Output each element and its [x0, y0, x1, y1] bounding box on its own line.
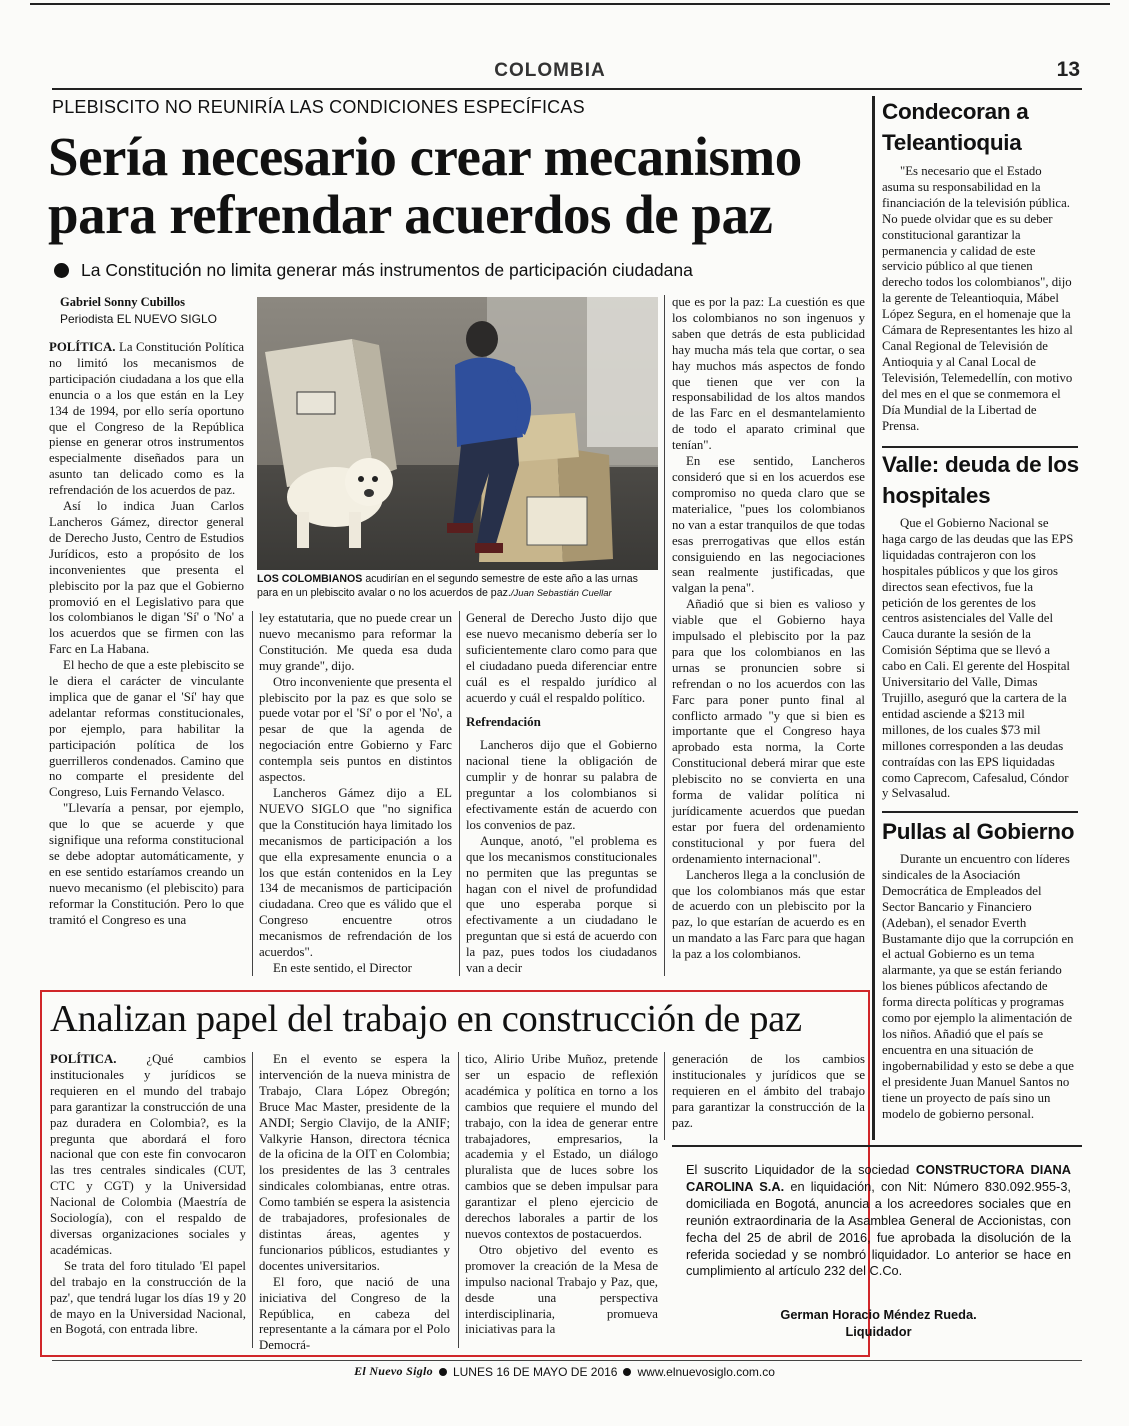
paragraph: Lancheros llega a la conclusión de que los colombianos más que estar de acuerdo con un plebiscito por la paz, lo que estarían de acuerdo es en un mandato a las Farc para que hagan la paz a los colombianos.	[672, 867, 865, 962]
signer-role: Liquidador	[845, 1324, 912, 1339]
paragraph: Lancheros Gámez dijo a EL NUEVO SIGLO que "no significa que la Constitución haya limitado los mecanismos de participación a los que ella expresamente enuncia o a los que están contenidos en la Ley 134 de mecanismos de participación ciudadana. Creo que es válido que el Congreso encuentre otros mecanismos de refrendación de los acuerdos".	[259, 785, 452, 960]
header-rule	[52, 88, 1082, 90]
byline-name: Gabriel Sonny Cubillos	[60, 295, 186, 309]
sidebar-headline-1: Condecoran a Teleantioquia	[882, 99, 1029, 155]
box-column-2	[259, 1052, 450, 1354]
box-column-3	[465, 1052, 658, 1338]
paragraph: Que el Gobierno Nacional se haga cargo de las deudas que las EPS liquidadas contrajeron con los hospitales públicos y que los giros directos sean efectivos, fue la petición de los gerentes de los centros asistenciales del Valle del Cauca durante la sesión de la Comisión Séptima que se llevó a cabo en Cali. El gerente del Hospital Universitario del Valle, Dimas Trujillo, aseguró que la cartera de la entidad asciende a $213 mil millones, de los cuales $73 mil millones corresponden a las deudas contraídas con las EPS liquidadas como Caprecom, Cafesalud, Cóndor y Selvasalud.	[882, 516, 1074, 801]
box-article-headline: Analizan papel del trabajo en construcción de paz	[50, 998, 802, 1040]
legal-notice	[686, 1162, 1071, 1280]
paragraph-text: ¿Qué cambios institucionales y jurídicos se requieren en el mundo del trabajo para garantizar la construcción de una paz duradera en Colombia?, es la pregunta que abordará el foro nacional que con este fin convocaron las tres centrales sindicales (CUT, CTC y CGT) y la Universidad Nacional de Colombia (Maestría de Sociología), con el respaldo de diversas organizaciones sociales y académicas.	[50, 1052, 246, 1257]
paragraph: Se trata del foro titulado 'El papel del trabajo en la construcción de la paz', que tendrá lugar los días 19 y 20 de mayo en la Universidad Nacional, en Bogotá, con entrada libre.	[50, 1258, 246, 1337]
sidebar-separator	[882, 446, 1078, 448]
paragraph-text: La Constitución Política no limitó los mecanismos de participación ciudadana a los que ella enuncia o a los que están en la Ley 134 de 1994, por ello sería oportuno que el Congreso de la República piense en generar otros instrumentos especialmente diseñados para un asunto tan delicado como es la refrendación de los acuerdos de paz.	[49, 340, 245, 498]
footer-url[interactable]: www.elnuevosiglo.com.co	[637, 1364, 775, 1379]
photo-caption	[257, 573, 658, 600]
sidebar-body-2	[882, 516, 1074, 802]
sidebar-headline-3: Pullas al Gobierno	[882, 819, 1075, 844]
paragraph: "Es necesario que el Estado asuma su responsabilidad en la financiación de la televisión pública. No puede olvidar que es su deber constitucional garantizar la permanencia y calidad de este servicio público al que tienen derecho todos los colombianos", dijo la gerente de Teleantioquia, Mábel López Segura, en el homenaje que la Cámara de Representantes les hizo al Canal Regional de Televisión de Antioquia y al Canal Local de Televisión, Telemedellín, con motivo del mes en el que se conmemora el Día Mundial de la Libertad de Prensa.	[882, 164, 1073, 433]
sidebar-body-1	[882, 164, 1074, 434]
lead-word: POLÍTICA.	[50, 1052, 117, 1066]
paragraph: generación de los cambios institucionales y jurídicos que se requieren en el ámbito del trabajo para garantizar la construcción de la paz.	[672, 1052, 865, 1130]
bullet-icon	[623, 1368, 631, 1376]
bullet-icon	[54, 263, 69, 278]
paragraph: "Llevaría a pensar, por ejemplo, que lo que se acuerde y que signifique una reforma constitucional se debe adoptar automáticamente, y en ese sentido estaríamos creando un nuevo mecanismo (el plebiscito) para reformar la Constitución. Pero lo que tramitó el Congreso es una	[49, 801, 244, 927]
article-column-1	[49, 340, 244, 929]
notice-text-a: El suscrito Liquidador de la sociedad	[686, 1162, 910, 1177]
box-column-4	[672, 1052, 865, 1132]
sidebar-separator	[882, 811, 1078, 813]
paragraph: En ese sentido, Lancheros consideró que si en los acuerdos ese compromiso no queda claro que se materialice, "pues los colombianos no van a estar tranquilos de que todas esas prerrogativas que ellos están consiguiendo en las negociaciones sean realmente justificadas, que valgan la pena".	[672, 454, 865, 596]
notice-company: CONSTRUCTORA DIANA CAROLINA S.A.	[686, 1162, 1072, 1194]
article-subhead	[54, 260, 874, 281]
paragraph: Durante un encuentro con líderes sindicales de la Asociación Democrática de Empleados del Sector Bancario y Financiero (Adeban), el senador Everth Bustamante dijo que la corrupción en el actual Gobierno es un tema alarmante, ya que se están feriando los bienes públicos afectando de forma directa políticas y programas como por ejemplo la alimentación de los niños. Añadió que el país se encuentra en una situación de ingobernabilidad y esto se debe a que el presidente Juan Manuel Santos no tiene un proyecto de país sino un modelo de gobierno personal.	[882, 852, 1074, 1121]
paragraph	[49, 340, 244, 499]
page-footer	[0, 1364, 1129, 1379]
paragraph: Otro objetivo del evento es promover la creación de la Mesa de impulso nacional Trabajo y Paz, que, desde una perspectiva interdisciplinaria, promueva iniciativas para la	[465, 1242, 658, 1337]
caption-text: acudirían en el segundo semestre de este año a las urnas para en un plebiscito avalar o no los acuerdos de paz.	[257, 573, 638, 599]
paragraph: El hecho de que a este plebiscito se le diera el carácter de vinculante implica que de ganar el 'Sí' hay que adelantar reformas constitucionales, por ejemplo, para habilitar la participación política de los guerrilleros condenados. Camino que no comparte el presidente del Congreso, Luis Fernando Velasco.	[49, 658, 244, 800]
signer-name: German Horacio Méndez Rueda.	[780, 1307, 977, 1322]
column-divider	[664, 295, 665, 976]
paragraph: Añadió que si bien es valioso y viable que el Gobierno haya impulsado el plebiscito por la paz para que los colombianos en las urnas se pronuncien sobre si refrendan o no los acuerdos con las Farc para poner punto final al conflicto armado "y que si bien es importante que el Congreso haya aprobado esta norma, la Corte Constitucional deberá mirar que este plebiscito no se convierta en una forma de validar política ni jurídicamente acuerdos que puedan estar por fuera del ordenamiento constitucional y por fuera del ordenamiento internacional".	[672, 597, 865, 866]
newspaper-logo: El Nuevo Siglo	[354, 1364, 433, 1378]
section-title: COLOMBIA	[494, 60, 606, 81]
paragraph	[50, 1052, 246, 1259]
paragraph: En este sentido, el Director	[273, 960, 412, 975]
notice-top-border	[672, 1145, 1082, 1147]
article-column-4	[672, 295, 865, 963]
lead-word: POLÍTICA.	[49, 340, 116, 354]
page-number: 13	[1056, 58, 1080, 81]
section-subhead: Refrendación	[466, 714, 541, 730]
footer-rule	[52, 1360, 1082, 1361]
article-headline: Sería necesario crear mecanismo para refrendar acuerdos de paz	[48, 126, 802, 245]
sidebar-headline-2: Valle: deuda de los hospitales	[882, 452, 1079, 508]
photo-credit: /Juan Sebastián Cuellar	[510, 587, 612, 599]
bullet-icon	[439, 1368, 447, 1376]
notice-signature	[686, 1306, 1071, 1340]
box-column-1	[50, 1052, 246, 1338]
paragraph: General de Derecho Justo dijo que ese nuevo mecanismo debería ser lo suficientemente claro como para que el ciudadano pueda diferenciar entre cuál es el respaldo jurídico al acuerdo y cuál el respaldo político.	[466, 611, 657, 705]
article-column-3	[466, 611, 657, 977]
paragraph: Otro inconveniente que presenta el plebiscito por la paz es que solo se puede votar por el 'Sí' o por el 'No', a pesar de que la agenda de negociación entre Gobierno y Farc contempla seis puntos en distintos aspectos.	[259, 674, 452, 785]
caption-lead: LOS COLOMBIANOS	[257, 573, 363, 585]
column-divider	[458, 1052, 459, 1348]
subhead-text: La Constitución no limita generar más instrumentos de participación ciudadana	[81, 260, 693, 280]
column-divider	[459, 611, 460, 976]
paragraph: Aunque, anotó, "el problema es que los mecanismos constitucionales no permiten que las preguntas se hagan con el nivel de profundidad que uno esperaba porque si efectivamente a un ciudadano le preguntan que si está de acuerdo con la paz, pues todos los ciudadanos van a decir	[466, 833, 657, 976]
notice-text-b: en liquidación, con Nit: Número 830.092.955-3, domiciliada en Bogotá, anuncia a los acreedores sociales que en reunión extraordinaria de la Asamblea General de Accionistas, con fecha del 25 de abril de 2016, fue aprobada la disolución de la referida sociedad y se nombró liquidador. Lo anterior se hace en cumplimiento al artículo 232 del C.Co.	[686, 1178, 1071, 1279]
article-kicker: PLEBISCITO NO REUNIRÍA LAS CONDICIONES ESPECÍFICAS	[52, 97, 585, 117]
paragraph: En el evento se espera la intervención de la nueva ministra de Trabajo, Clara López Obregón; Bruce Mac Master, presidente de la ANDI; Sergio Clavijo, de la ANIF; Valkyrie Hanson, directora técnica de la oficina de la OIT en Colombia; los presidentes de las 3 centrales sindicales colombianas, entre otras. Como también se espera la asistencia de trabajadores, profesionales de distintas áreas, agentes y funcionarios públicos, estudiantes y docentes universitarios.	[259, 1052, 450, 1273]
paragraph: Así lo indica Juan Carlos Lancheros Gámez, director general de Derecho Justo, Centro de Estudios Jurídicos, esto a propósito de los inconvenientes que presenta el plebiscito por la paz que el Gobierno promovió en el Legislativo para que los colombianos le digan 'Sí' o 'No' a los acuerdos que se firmen con las Farc en La Habana.	[49, 499, 244, 657]
footer-date: LUNES 16 DE MAYO DE 2016	[452, 1364, 618, 1379]
sidebar-body-3	[882, 852, 1074, 1122]
sidebar-rule	[872, 96, 875, 1140]
byline-role: Periodista EL NUEVO SIGLO	[60, 312, 217, 326]
paragraph: Lancheros dijo que el Gobierno nacional tiene la obligación de cumplir y de honrar su palabra de preguntar a los colombianos si efectivamente están de acuerdo con los convenios de paz.	[466, 738, 657, 832]
top-rule	[30, 3, 1110, 9]
photo-illustration	[257, 297, 658, 570]
paragraph: que es por la paz: La cuestión es que los colombianos no son ingenuos y saben que detrás de esta publicidad hay mucha más tela que cortar, o sea hay muchos más aspectos de fondo que tienen que ver con la responsabilidad de los altos mandos de las Farc en el desmantelamiento de todo el aparato criminal que tenían".	[672, 295, 865, 453]
column-divider	[252, 611, 253, 976]
column-divider	[252, 1052, 253, 1348]
article-column-2	[259, 611, 452, 977]
article-photo	[257, 297, 658, 570]
paragraph: El foro, que nació de una iniciativa del Congreso de la República, en cabeza del representante a la cámara por el Polo Democrá-	[259, 1274, 450, 1353]
column-divider	[664, 1052, 665, 1140]
paragraph: ley estatutaria, que no puede crear un nuevo mecanismo para reformar la Constitución. Me queda esa duda muy grande", dijo.	[259, 611, 452, 673]
paragraph: tico, Alirio Uribe Muñoz, pretende ser un espacio de reflexión académica y política en torno a los cambios que requiere el mundo del trabajo, con la idea de generar entre trabajadores, empresarios, la academia y el Estado, un diálogo pluralista que de luces sobre los cambios que se deben impulsar para garantizar el pleno ejercicio de derechos laborales a partir de los nuevos contextos de postacuerdos.	[465, 1052, 658, 1241]
